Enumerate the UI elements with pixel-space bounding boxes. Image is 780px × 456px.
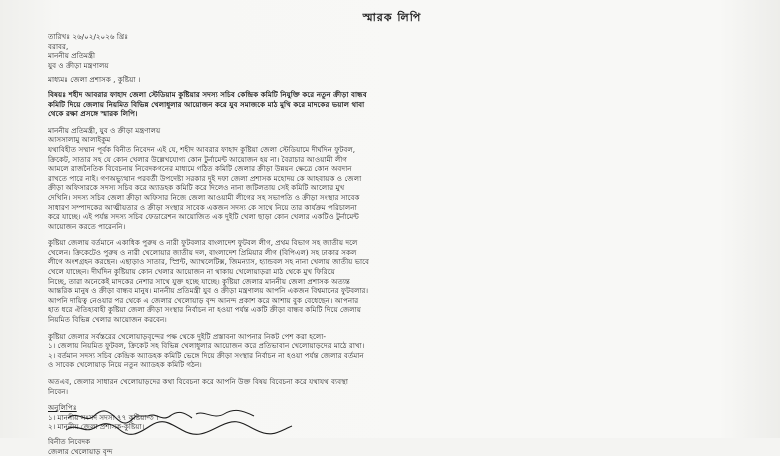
paragraph-line: রাখতে পারে নাই। গণঅভ্যুত্থান পরবর্তী উপদেষ্টা সরকার দুই দফা জেলা প্রশাসক মহোদয় কে আহবায়ক ও জেলা [48,173,362,183]
via-line: মাধ্যমঃ জেলা প্রশাসক , কুষ্টিয়া । [48,75,141,85]
proposal-intro: কুষ্টিয়া জেলার সর্বস্তরের খেলোয়াড়বৃন্দের পক্ষ থেকে দুইটি প্রস্তাবনা আপনার নিকট পেশ করা হলো- [48,331,326,341]
paragraph-line: সাধারণ সম্পাদকের আত্মীয়তার ও ক্রীড়া সংস্থার সাবেক একজন সদস্য কে সাথে নিয়ে তার কার্যক্রম পরিচালনা [48,202,357,212]
paragraph-1 [48,145,736,231]
paragraph-line: কুষ্টিয়া জেলায় বর্তমানে একাধিক পুরুষ ও নারী ফুটবলার বাংলাদেশ ফুটবল লীগ, প্রথম বিভাগ সহ জাতীয় দলে [48,238,358,248]
paragraph-line: আয়োজন করতে পারেননি। [48,221,126,231]
proposal-item: ১। জেলায় নিয়মিত ফুটবল, ক্রিকেট সহ বিভিন্ন খেলাধুলার আয়োজন করে প্রতিভাবান খেলোয়াড়দের মাঠে রাখা। [48,341,365,351]
sign-off-line: বিনীত নিবেদক [48,436,91,446]
paragraph-2 [48,238,736,324]
recipient-line: মাননীয় প্রতিমন্ত্রী [48,51,96,61]
date-line: তারিখঃ ২৬/০২/২০২৬ খ্রিঃ [48,32,129,41]
copy-item: ২। মাননীয় জেলা প্রশাসক-কুষ্টিয়া। [48,422,145,432]
paragraph-line: করে যাচ্ছে। এই পর্যন্ত সদস্য সচিব ফেডারেশন আয়োজিত এক দুইটি খেলা ছাড়া কোন খেলার একটিও টুর্নামেন্ট [48,212,359,222]
sign-off-line: জেলার খেলোয়াড় বৃন্দ [48,446,113,456]
copy-item: ১। মাননীয় সংসদ সদস্য ৭৭ কুষ্টিয়া-৩ । [48,412,159,422]
paragraph-line: নিচ্ছে, তারা অনেকেই মাদকের নেশার সাথে যুক্ত হচ্ছে যাচ্ছে। কুষ্টিয়া জেলার মাননীয় জেলা প্রশাসক অত্যন্ত [48,276,350,286]
recipient-line: বরাবর, [48,41,69,51]
letter-title: স্মারক লিপি [362,11,422,24]
paragraph-line: ক্রীড়া অফিসারকে সদস্য সচিব করে অ্যাডহক কমিটি করে দিলেও নানা জটিলতায় সেই কমিটি আলোর মুখ [48,183,345,193]
closing-line: অতএব, জেলার সাধারন খেলোয়াড়দের কথা বিবেচনা করে আপনি উক্ত বিষয় বিবেচনা করে যথাযথ ব্যবস্থা [48,377,348,386]
proposal-item: ও সাবেক খেলোয়াড় নিয়ে নতুন অ্যাডহক কমিটি গঠন। [48,360,202,370]
paragraph-line: আপনি দায়িত্ব নেওয়ার পর থেকে এ জেলার খেলোয়াড় বৃন্দ আনন্দ প্রকাশ করে আশায় বুক বেধেছেন। আপনার [48,295,359,305]
salutation-line: মাননীয় প্রতিমন্ত্রী, যুব ও ক্রীড়া মন্ত্রণালয় [48,125,161,135]
subject-line: কমিটি দিয়ে জেলায় নিয়মিত বিভিন্ন খেলাধুলার আয়োজন করে যুব সমাজকে মাঠ মুখি করে মাদকের ভয়াল থাবা [48,99,365,109]
paragraph-line: লীগে অংশগ্রহন করছেন। এছাড়াও সাতার, স্প্রিন্ট, অ্যাথলেটিক্স, জিমন্যাস, হ্যান্ডবল সহ নানা খেলায় জাতীয় ভাবে [48,257,369,267]
salutation-line: আসসালামু আলাইকুম [48,135,111,145]
paragraph-line: দেখিনি। সদস্য সচিব জেলা ক্রীড়া অফিসার নিজে জেলা আওয়ামী লীগের সহ সভাপতি ও ক্রীড়া সংস্থার সাবেক [48,192,360,202]
proposal-item: ২। বর্তমান সদস্য সচিব কেন্দ্রিক অ্যাডহক কমিটি ভেঙ্গে দিয়ে ক্রীড়া সংস্থার নির্বাচন না হওয়া পর্যন্ত জেলার বর্তমান [48,350,364,360]
paragraph-line: নিয়মিত বিভিন্ন খেলার আয়োজন করবেন। [48,315,167,325]
closing-line: নিবেন। [48,386,69,396]
subject-line: থেকে রক্ষা প্রসঙ্গে স্মারক লিপি। [48,109,138,119]
paragraph-line: আন্তরিক মানুষ ও ক্রীড়া বান্ধব মানুষ। মাননীয় প্রতিমন্ত্রী যুব ও ক্রীড়া মন্ত্রণালয় আপনি একজন বিশ্বমানের ফুটবলার। [48,286,369,296]
paragraph-line: খেলেন। ক্রিকেটেও পুরুষ ও নারী খেলোয়ার জাতীয় দল, বাংলাদেশ প্রিমিয়ার লীগ (বিপিএল) সহ ঢাকার সকল [48,247,357,257]
paragraph-line: ক্রিকেট, সাতার সহ যে কোন খেলার উল্লেখযোগ্য কোন টুর্নামেন্ট আয়োজন হয় না। বৈরাচার আওয়ামী লীগ [48,154,348,164]
paragraph-line: আমলে রাজনৈতিক বিবেচনায় নিবেদকগনের মাধ্যমে গঠিত কমিটি জেলার ক্রীড়া উন্নয়ন ক্ষেত্রে কোন অবদান [48,164,352,174]
paragraph-line: যথাবিহীত সম্মান পূর্বক বিনীত নিবেদন এই যে, শহীদ আবরার ফাহাদ কুষ্টিয়া জেলা স্টেডিয়ামে দীর্ঘদিন ফুটবল, [48,144,356,154]
paragraph-line: খেলে যাচ্ছেন। দীর্ঘদিন কুষ্টিয়ায় কোন খেলার আয়োজন না থাকায় খেলোয়াড়রা মাঠ থেকে মুখ ফিরিয়ে [48,267,335,277]
paragraph-line: হাত ধরে ঐতিহ্যবাহী কুষ্টিয়া জেলা ক্রীড়া সংস্থার নির্বাচন না হওয়া পর্যন্ত একটি ক্রীড়া বান্ধব কমিটি দিয়ে জেলায় [48,305,361,315]
copies-heading: অনুলিপিঃ [48,403,77,413]
recipient-line: যুব ও ক্রীড়া মন্ত্রণালয় [48,60,109,70]
handwritten-signature [64,408,334,436]
subject-line: বিষয়ঃ শহীদ আবরার ফাহাদ জেলা স্টেডিয়াম কুষ্টিয়ার সদস্য সচিব কেন্দ্রিক কমিটি নিযুক্তি করে নতুন ক্রীড়া বান্ধব [48,89,367,99]
